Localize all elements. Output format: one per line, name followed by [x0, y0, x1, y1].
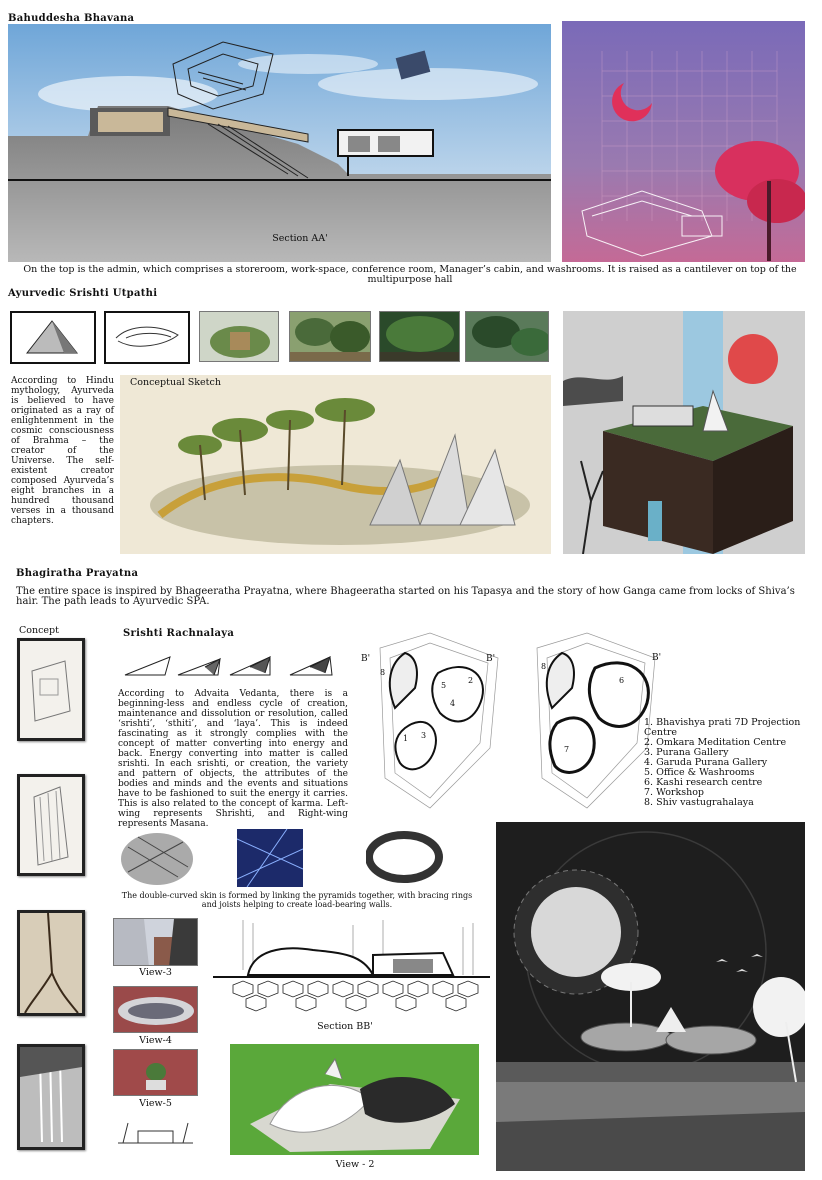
garden-photo-4: [465, 311, 549, 362]
plan-num-3: 3: [421, 731, 427, 740]
view-3-image: [113, 918, 198, 966]
pyramid-sketch-thumb: [10, 311, 96, 364]
legend-item-1: 1. Bhavishya prati 7D Projection: [644, 717, 801, 728]
legend-item-7: 7. Workshop: [644, 787, 705, 798]
view-5-label: View-5: [139, 1098, 172, 1109]
plan-num-2: 2: [468, 676, 474, 685]
skin-image-1: [118, 827, 196, 887]
legend-item-6: 6. Kashi research centre: [644, 777, 763, 788]
view-2-image: [230, 1044, 479, 1155]
legend-item-1b: Centre: [644, 727, 677, 738]
garden-photo-1: [199, 311, 279, 362]
garden-photo-2: [289, 311, 371, 362]
plan-2-num-8: 8: [541, 662, 547, 671]
plan-1-marker-right: B': [486, 654, 496, 664]
legend-item-5: 5. Office & Washrooms: [644, 767, 755, 778]
view-4-image: [113, 986, 198, 1033]
plan-num-8: 8: [380, 668, 386, 677]
concept-label: Concept: [19, 625, 59, 636]
section-bb-drawing: [213, 915, 490, 1015]
skin-image-2: [237, 829, 303, 887]
legend-item-8: 8. Shiv vastugrahalaya: [644, 797, 754, 808]
pyramid-diagrams: [120, 645, 350, 685]
conceptual-sketch: [120, 375, 551, 554]
legend-item-4: 4. Garuda Purana Gallery: [644, 757, 768, 768]
night-render: [496, 822, 805, 1171]
concept-frame-3: [17, 910, 85, 1016]
mini-section-image: [113, 1113, 198, 1158]
legend-item-3: 3. Purana Gallery: [644, 747, 729, 758]
plan-2-marker: B': [652, 653, 662, 663]
plan-num-5: 5: [441, 681, 447, 690]
concept-frame-1: [17, 638, 85, 741]
ayurvedic-collage: [563, 311, 805, 554]
view-5-image: [113, 1049, 198, 1096]
concept-frame-4: [17, 1044, 85, 1150]
section-bb-label: Section BB': [317, 1021, 373, 1032]
plan-num-1: 1: [403, 734, 409, 743]
bahuddesha-poster: [562, 21, 805, 262]
plan-num-4: 4: [450, 699, 456, 708]
garden-photo-3: [379, 311, 460, 362]
plan-1-marker-left: B': [361, 654, 371, 664]
view-3-label: View-3: [139, 967, 172, 978]
bhagiratha-description: The entire space is inspired by Bhageeratha Prayatna, where Bhageeratha started on his Tapasya and the story of how Ganga came from locks of Shiva’s hair. The path leads to Ayurvedic SPA.: [16, 586, 795, 607]
srishti-description: According to Advaita Vedanta, there is a beginning-less and endless cycle of creation, maintenance and dissolution or resolution, called ‘srishti’, ‘sthiti’, and ‘laya’. This is indeed fascinating as it strongly complies with the concept of matter converting into energy and back. Energy converting into matter is called srishti. In each srishti, or creation, the variety and pattern of objects, the attributes of the bodies and minds and the events and situations have to be fashioned to suit the energy it carries. This is also related to the concept of karma. Left-wing represents Shrishti, and Right-wing represents Masana.: [118, 689, 348, 829]
section-aa-label: Section AA': [272, 233, 328, 244]
view-2-label: View - 2: [335, 1159, 375, 1170]
plan-legend: [644, 718, 800, 808]
skin-caption: The double-curved skin is formed by linking the pyramids together, with bracing rings and joists helping to create load-bearing walls.: [121, 891, 473, 909]
bhagiratha-title: Bhagiratha Prayatna: [16, 568, 139, 579]
plan-2-num-7: 7: [564, 745, 570, 754]
view-4-label: View-4: [139, 1035, 172, 1046]
skin-image-3: [366, 827, 443, 887]
path-sketch-thumb: [104, 311, 190, 364]
conceptual-sketch-label: Conceptual Sketch: [130, 377, 221, 388]
concept-frame-2: [17, 774, 85, 876]
ayurvedic-description: According to Hindu mythology, Ayurveda is believed to have originated as a ray of enlightenment in the cosmic consciousness of Brahma – the creator of the Universe. The self-existent creator composed Ayurveda’s eight branches in a hundred thousand verses in a thousand chapters.: [11, 376, 114, 526]
plan-2-num-6: 6: [619, 676, 625, 685]
ayurvedic-title: Ayurvedic Srishti Utpathi: [8, 288, 158, 299]
legend-item-2: 2. Omkara Meditation Centre: [644, 737, 787, 748]
bahuddesha-title: Bahuddesha Bhavana: [8, 13, 135, 24]
srishti-title: Srishti Rachnalaya: [123, 628, 235, 639]
bahuddesha-description: On the top is the admin, which comprises a storeroom, work-space, conference room, Manager’s cabin, and washrooms. It is raised as a cantilever on top of the multipurpose hall: [23, 264, 797, 285]
section-aa-drawing: [8, 24, 551, 262]
